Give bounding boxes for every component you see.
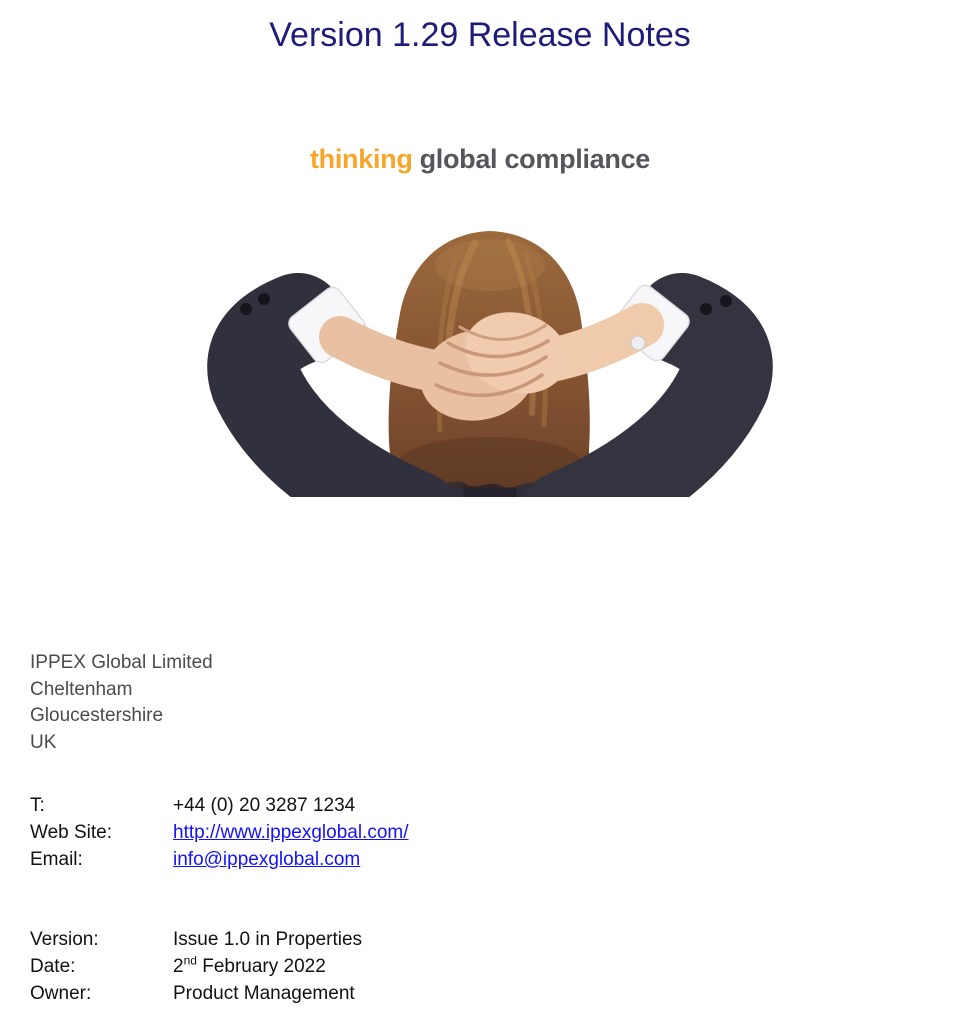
email-label: Email: xyxy=(30,849,83,870)
phone-value: +44 (0) 20 3287 1234 xyxy=(173,795,356,816)
address-line-town: Cheltenham xyxy=(30,678,133,700)
website-label: Web Site: xyxy=(30,822,113,843)
page-title: Version 1.29 Release Notes xyxy=(269,16,691,54)
version-meta-block xyxy=(30,926,362,1007)
address-line-county: Gloucestershire xyxy=(30,705,164,726)
owner-value: Product Management xyxy=(173,983,355,1004)
version-label: Version: xyxy=(30,929,99,950)
brand-tagline xyxy=(0,144,960,175)
businesswoman-photo xyxy=(190,225,790,497)
version-value: Issue 1.0 in Properties xyxy=(173,929,363,950)
address-line-country: UK xyxy=(30,731,57,753)
address-line-company: IPPEX Global Limited xyxy=(30,652,213,673)
email-link[interactable]: info@ippexglobal.com xyxy=(173,849,361,870)
date-ordinal-superscript: nd xyxy=(183,953,197,968)
contact-row-phone xyxy=(30,792,409,819)
contact-block xyxy=(30,792,409,873)
meta-row-date xyxy=(30,953,362,980)
tagline-global-compliance: global compliance xyxy=(419,144,651,174)
phone-label: T: xyxy=(30,795,45,816)
meta-row-owner xyxy=(30,980,362,1007)
owner-label: Owner: xyxy=(30,983,92,1004)
contact-row-website xyxy=(30,819,409,846)
meta-row-version xyxy=(30,926,362,953)
company-address xyxy=(30,650,213,756)
date-value xyxy=(173,953,326,980)
date-label: Date: xyxy=(30,956,76,977)
website-link[interactable]: http://www.ippexglobal.com/ xyxy=(173,822,409,843)
businesswoman-illustration xyxy=(190,225,790,497)
tagline-thinking: thinking xyxy=(309,144,413,174)
contact-row-email xyxy=(30,846,409,873)
date-month-year: February 2022 xyxy=(196,956,326,977)
date-day: 2 xyxy=(173,956,184,977)
